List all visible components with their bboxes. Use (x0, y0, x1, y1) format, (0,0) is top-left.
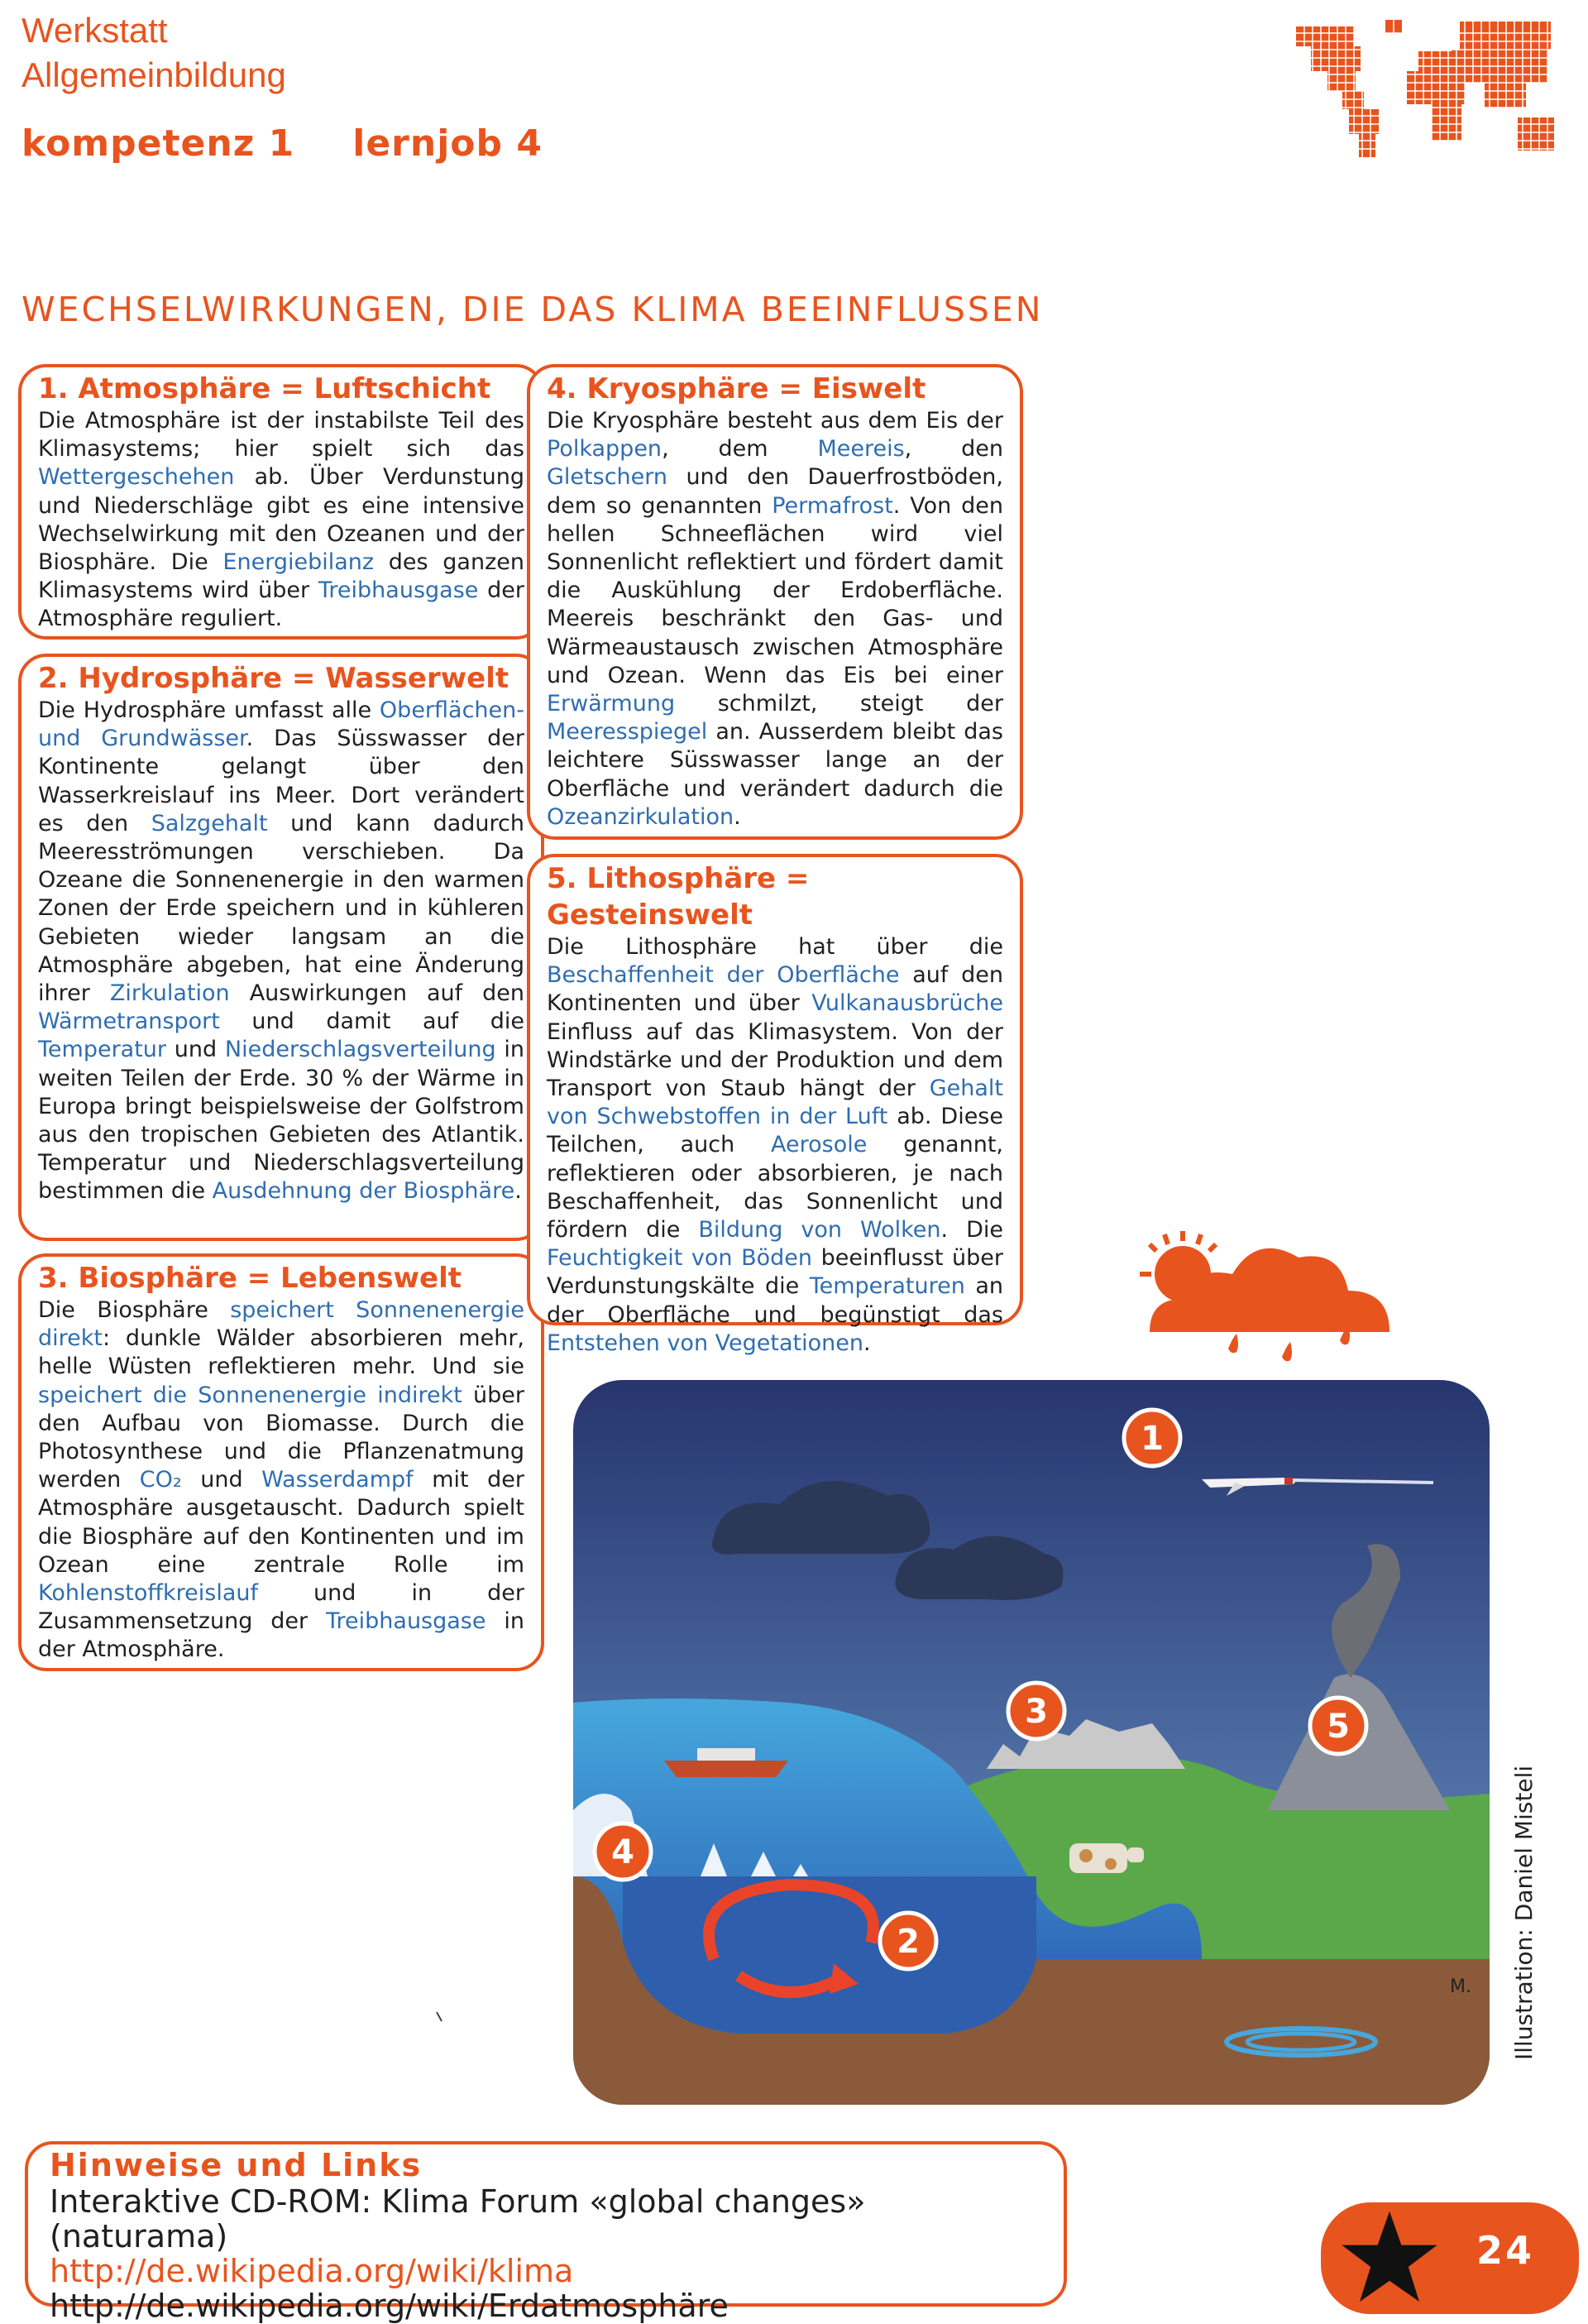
svg-text:4: 4 (611, 1833, 634, 1871)
text-segment: und damit auf die (219, 1009, 524, 1035)
box-heading: 3. Biosphäre = Lebenswelt (38, 1262, 462, 1295)
glossary-link[interactable]: Beschaffenheit der Oberfläche (547, 962, 900, 989)
text-segment: und (181, 1467, 262, 1493)
header-title (22, 8, 286, 98)
text-segment: und den Dauerfrostböden, dem so genannten (547, 464, 1003, 519)
link-line-3[interactable]: http://de.wikipedia.org/wiki/Erdatmosphäre (50, 2288, 729, 2324)
marker-1 (1124, 1410, 1180, 1466)
text-segment: . (514, 1178, 522, 1205)
box-kryosphaere (527, 364, 1023, 840)
link-line-2[interactable]: http://de.wikipedia.org/wiki/klima (50, 2253, 574, 2289)
text-segment: und in der Zusammensetzung der (38, 1580, 524, 1635)
glossary-link[interactable]: Polkappen (547, 436, 662, 462)
glossary-link[interactable]: Niederschlagsverteilung (224, 1037, 496, 1063)
header-line-2: Allgemeinbildung (22, 55, 286, 94)
text-segment: . Das Süsswasser der Kontinente gelangt über den Wasserkreislauf ins Meer. Dort verändert es den (38, 726, 524, 836)
text-segment: ab. Diese Teilchen, auch (547, 1104, 1003, 1158)
text-segment: Die Lithosphäre hat über die (547, 934, 1003, 960)
glossary-link[interactable]: Meereis (817, 436, 905, 462)
svg-text:1: 1 (1141, 1420, 1164, 1458)
text-segment: . Die (940, 1217, 1004, 1243)
text-segment: , dem (662, 436, 818, 462)
text-segment: mit der Atmosphäre ausgetauscht. Dadurch spielt die Biosphäre auf den Kontinenten und im Ozean eine zentrale Rolle im (38, 1467, 524, 1578)
svg-text:3: 3 (1025, 1693, 1048, 1731)
text-segment: genannt, reflektieren oder absorbieren, je nach Beschaffenheit, das Sonnenlicht und fördern die (547, 1132, 1003, 1243)
text-segment: : dunkle Wälder absorbieren mehr, helle Wüsten reflektieren mehr. Und sie (38, 1325, 524, 1380)
text-segment: Die Biosphäre (38, 1297, 231, 1323)
text-segment: über den Aufbau von Biomasse. Durch die Photosynthese und die Pflanzenatmung werden (38, 1382, 524, 1493)
text-segment: Die Kryosphäre besteht aus dem Eis der (547, 408, 1003, 434)
text-segment: beeinflusst über Verdunstungskälte die (547, 1245, 1003, 1300)
text-segment: , den (904, 436, 1003, 462)
text-segment: . (734, 803, 741, 830)
text-segment: . Von den hellen Schneeflächen wird viel Sonnenlicht reflektiert und fördert damit die Auskühlung der Erdoberfläche. Meereis beschränkt den Gas- und Wärmeaustausch zwischen Atmosphäre und Ozean. Wenn das Eis bei einer (547, 492, 1003, 688)
links-heading: Hinweise und Links (50, 2147, 423, 2183)
glossary-link[interactable]: Wasserdampf (261, 1467, 414, 1493)
glossary-link[interactable]: Kohlenstoffkreislauf (38, 1580, 258, 1607)
glossary-link[interactable]: Aerosole (771, 1132, 868, 1158)
climate-system-illustration (573, 1380, 1490, 2105)
text-segment: auf den Kontinenten und über (547, 962, 1003, 1017)
marker-5 (1310, 1698, 1366, 1754)
links-box (25, 2141, 1067, 2324)
glossary-link[interactable]: Permafrost (772, 492, 893, 519)
star-icon (1340, 2207, 1439, 2307)
illustration-credit: Illustration: Daniel Misteli (1510, 1765, 1538, 2060)
text-segment: der Atmosphäre reguliert. (38, 577, 525, 632)
lernjob-label: lernjob 4 (352, 122, 543, 165)
text-segment: Auswirkungen auf den (229, 980, 525, 1007)
box-atmosphaere (18, 364, 544, 640)
glossary-link[interactable]: Wärmetransport (38, 1009, 220, 1035)
world-map-icon (1294, 18, 1559, 161)
glossary-link[interactable]: speichert Sonnenenergie direkt (38, 1297, 525, 1352)
glossary-link[interactable]: Bildung von Wolken (698, 1217, 941, 1243)
box-text (38, 1296, 524, 1665)
glossary-link[interactable]: Treibhausgase (318, 577, 479, 604)
glossary-link[interactable]: Vulkanausbrüche (811, 990, 1003, 1017)
stray-mark (435, 2011, 443, 2023)
box-heading: 1. Atmosphäre = Luftschicht (38, 372, 491, 405)
text-segment: und (166, 1037, 225, 1063)
marker-4 (595, 1823, 651, 1880)
text-segment: des ganzen Klimasystems wird über (38, 549, 524, 604)
box-heading: 5. Lithosphäre = Gesteinswelt (547, 862, 810, 932)
box-lithosphaere (527, 854, 1023, 1356)
glossary-link[interactable]: Zirkulation (109, 980, 230, 1007)
header-line-1: Werkstatt (22, 11, 168, 50)
box-text (38, 697, 524, 1206)
text-segment: an der Oberfläche und begünstigt das (547, 1273, 1003, 1328)
box-biosphaere (18, 1253, 544, 1671)
glossary-link[interactable]: Wettergeschehen (38, 464, 235, 491)
box-heading: 4. Kryosphäre = Eiswelt (547, 372, 926, 405)
glossary-link[interactable]: speichert die Sonnenenergie indirekt (38, 1382, 462, 1408)
text-segment: in weiten Teilen der Erde. 30 % der Wärme in Europa bringt beispielsweise der Golfstrom aus den tropischen Gebieten des Atlantik. Temperatur und Niederschlagsverteilung bestimmen die (38, 1037, 525, 1205)
text-segment: Die Atmosphäre ist der instabilste Teil des Klimasystems; hier spielt sich das (38, 408, 524, 462)
text-segment: ab. Über Verdunstung und Niederschläge gibt es eine intensive Wechselwirkung mit den Ozeanen und der Biosphäre. Die (38, 464, 524, 576)
box-text (547, 933, 1003, 1358)
artist-signature: M. (1450, 1977, 1471, 1997)
page-number: 24 (1476, 2228, 1535, 2273)
deep-ocean (623, 1876, 1036, 2034)
glossary-link[interactable]: Feuchtigkeit von Böden (547, 1245, 813, 1272)
svg-text:5: 5 (1327, 1708, 1350, 1746)
box-text (547, 407, 1003, 831)
glossary-link[interactable]: Entstehen von Vegetationen (547, 1330, 863, 1356)
glossary-link[interactable]: CO₂ (139, 1467, 182, 1493)
glossary-link[interactable]: Oberflächen- und Grundwässer (38, 697, 524, 752)
text-segment: Die Hydrosphäre umfasst alle (38, 697, 380, 723)
glossary-link[interactable]: Erwärmung (547, 691, 676, 717)
glossary-link[interactable]: Energiebilanz (222, 549, 375, 576)
text-segment: in der Atmosphäre. (38, 1608, 524, 1663)
box-heading: 2. Hydrosphäre = Wasserwelt (38, 662, 509, 695)
glossary-link[interactable]: Salzgehalt (151, 810, 268, 836)
text-segment: Einfluss auf das Klimasystem. Von der Windstärke und der Produktion und dem Transport von Staub hängt der (547, 1018, 1003, 1102)
glossary-link[interactable]: Temperatur (38, 1037, 167, 1063)
marker-2 (880, 1913, 936, 1969)
header-subtitle (22, 122, 600, 165)
page-title: WECHSELWIRKUNGEN, DIE DAS KLIMA BEEINFLUSSEN (22, 290, 1044, 329)
kompetenz-label: kompetenz 1 (22, 122, 295, 165)
glossary-link[interactable]: Treibhausgase (326, 1608, 486, 1635)
glossary-link[interactable]: Temperaturen (809, 1273, 965, 1300)
text-segment: schmilzt, steigt der (675, 691, 1003, 717)
marker-3 (1008, 1683, 1064, 1739)
box-text (38, 407, 524, 634)
glossary-link[interactable]: Meeresspiegel (547, 719, 708, 745)
svg-text:2: 2 (897, 1923, 920, 1961)
text-segment: . (863, 1330, 871, 1356)
text-segment: und kann dadurch Meeresströmungen verschieben. Da Ozeane die Sonnenenergie in den warmen Zonen der Erde speichern und in kühleren Gebieten wieder langsam an die Atmosphäre abgeben, hat eine Änderung ihrer (38, 810, 524, 1007)
glossary-link[interactable]: Gehalt von Schwebstoffen in der Luft (547, 1076, 1003, 1130)
box-hydrosphaere (18, 654, 544, 1241)
glossary-link[interactable]: Ausdehnung der Biosphäre (212, 1178, 515, 1205)
text-segment: an. Ausserdem bleibt das leichtere Süsswasser lange an der Oberfläche und verändert dadurch die (547, 719, 1003, 802)
glossary-link[interactable]: Gletschern (547, 464, 667, 491)
glossary-link[interactable]: Ozeanzirkulation (547, 803, 734, 830)
link-line-1: Interaktive CD-ROM: Klima Forum «global changes» (naturama) (50, 2183, 866, 2255)
